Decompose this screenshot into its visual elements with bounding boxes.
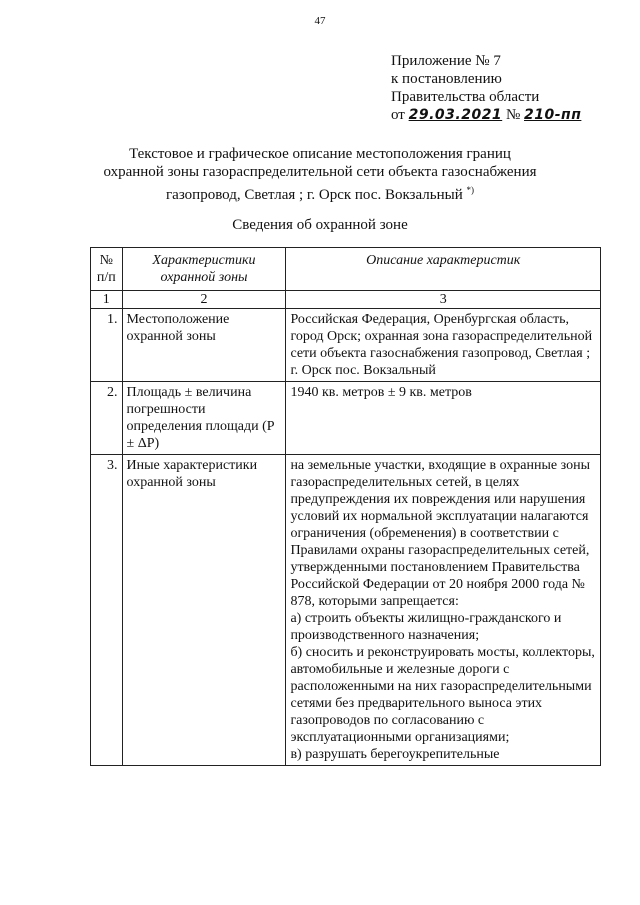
row-number: 2.	[91, 382, 123, 455]
protection-zone-table	[90, 247, 601, 766]
appendix-line-3: Правительства области	[391, 89, 540, 105]
column-number-row	[91, 291, 601, 309]
section-title: Сведения об охранной зоне	[232, 217, 408, 233]
appendix-line-2: к постановлению	[391, 71, 502, 87]
title-line-2: охранной зоны газораспределительной сети объекта газоснабжения	[103, 164, 537, 180]
column-number-3: 3	[286, 291, 601, 309]
row-description	[286, 455, 601, 766]
header-description: Описание характеристик	[286, 248, 601, 291]
table-row	[91, 455, 601, 766]
title-line-1: Текстовое и графическое описание местоположения границ	[129, 146, 511, 162]
description-paragraph: Российская Федерация, Оренбургская область, город Орск; охранная зона газораспределительной сети объекта газоснабжения газопровод, Светлая ; г. Орск пос. Вокзальный	[290, 312, 593, 378]
row-characteristic: Площадь ± величина погрешности определения площади (P ± ΔP)	[122, 382, 286, 455]
from-label: от	[391, 107, 405, 123]
row-characteristic: Иные характеристики охранной зоны	[122, 455, 286, 766]
row-description	[286, 309, 601, 382]
title-line-3-text: газопровод, Светлая ; г. Орск пос. Вокзальный	[166, 187, 463, 203]
row-description	[286, 382, 601, 455]
appendix-block	[391, 52, 581, 124]
description-paragraph: на земельные участки, входящие в охранные зоны газораспределительных сетей, в целях предупреждения их повреждения или нарушения условий их нормальной эксплуатации налагаются ограничения (обременения) в соответствии с Правилами охраны газораспределительных сетей, утвержденными постановлением Правительства Российской Федерации от 20 ноября 2000 года № 878, которыми запрещается:	[290, 458, 590, 609]
column-number-2: 2	[122, 291, 286, 309]
number-label: №	[505, 107, 521, 123]
appendix-line-1: Приложение № 7	[391, 53, 501, 69]
handwritten-date: 29.03.2021	[408, 107, 503, 123]
page-number: 47	[314, 15, 326, 27]
column-number-1: 1	[91, 291, 123, 309]
header-characteristic-line-1: Характеристики	[152, 253, 256, 268]
header-number	[91, 248, 123, 291]
row-number: 3.	[91, 455, 123, 766]
document-title	[0, 145, 640, 204]
row-characteristic: Местоположение охранной зоны	[122, 309, 286, 382]
description-paragraph: б) сносить и реконструировать мосты, коллекторы, автомобильные и железные дороги с расположенными на них газораспределительными сетями без предварительного выноса этих газопроводов по согласованию с эксплуатационными организациями;	[290, 645, 595, 745]
table-row	[91, 309, 601, 382]
header-characteristic-line-2: охранной зоны	[160, 270, 248, 285]
header-characteristic	[122, 248, 286, 291]
table-header-row	[91, 248, 601, 291]
description-paragraph: а) строить объекты жилищно-гражданского и производственного назначения;	[290, 611, 562, 643]
header-number-line-2: п/п	[96, 270, 116, 285]
title-line-3	[0, 181, 640, 204]
header-number-line-1: №	[99, 253, 113, 268]
table-row	[91, 382, 601, 455]
appendix-date-line	[391, 106, 581, 124]
handwritten-number: 210-пп	[524, 107, 582, 123]
footnote-mark: *)	[466, 185, 474, 195]
description-paragraph: в) разрушать берегоукрепительные	[290, 747, 500, 762]
row-number: 1.	[91, 309, 123, 382]
description-paragraph: 1940 кв. метров ± 9 кв. метров	[290, 385, 472, 400]
